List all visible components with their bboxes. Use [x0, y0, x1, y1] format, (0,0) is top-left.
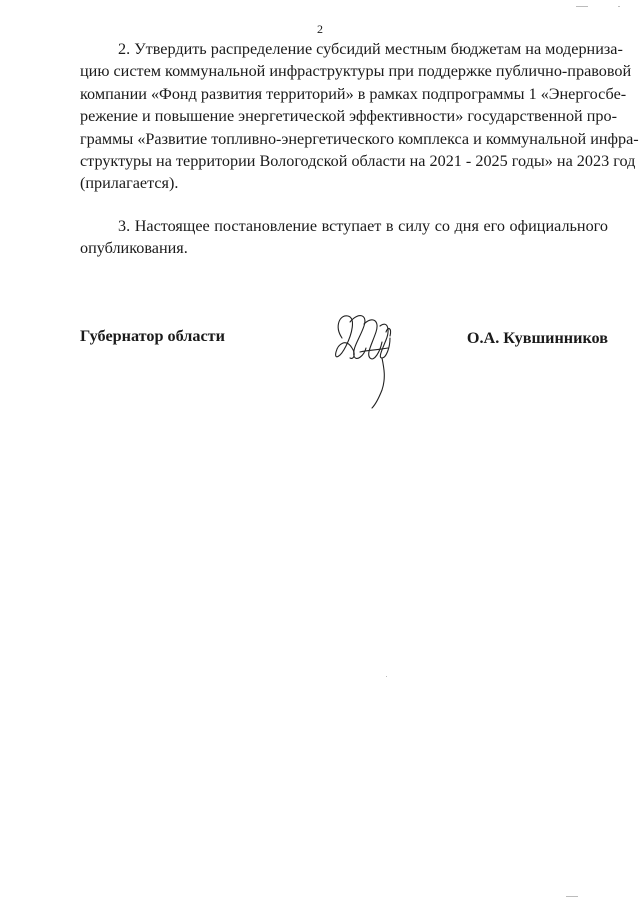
handwritten-signature-image: [330, 308, 400, 410]
text-line: компании «Фонд развития территорий» в рамках подпрограммы 1 «Энергосбе-: [80, 84, 627, 103]
page-number: 2: [317, 22, 323, 36]
paragraph-3: [80, 215, 608, 260]
text-line: цию систем коммунальной инфраструктуры при поддержке публично-правовой: [80, 62, 632, 81]
text-line: граммы «Развитие топливно-энергетического комплекса и коммунальной инфра-: [80, 129, 639, 148]
text-line: опубликования.: [80, 239, 188, 258]
scan-speck: [618, 6, 620, 7]
scan-speck: [576, 6, 588, 7]
paragraph-2: [80, 38, 639, 195]
text-line: 3. Настоящее постановление вступает в силу со дня его официального: [118, 216, 608, 235]
text-line: структуры на территории Вологодской области на 2021 - 2025 годы» на 2023 год: [80, 152, 636, 171]
text-line: (прилагается).: [80, 174, 179, 193]
signatory-name: О.А. Кувшинников: [466, 329, 608, 347]
text-line: 2. Утвердить распределение субсидий местным бюджетам на модерниза-: [118, 40, 623, 58]
document-body: [80, 38, 639, 280]
text-line: режение и повышение энергетической эффективности» государственной про-: [80, 107, 618, 126]
scan-speck: [386, 676, 387, 677]
signatory-title: Губернатор области: [80, 327, 225, 345]
scan-speck: [566, 896, 578, 897]
